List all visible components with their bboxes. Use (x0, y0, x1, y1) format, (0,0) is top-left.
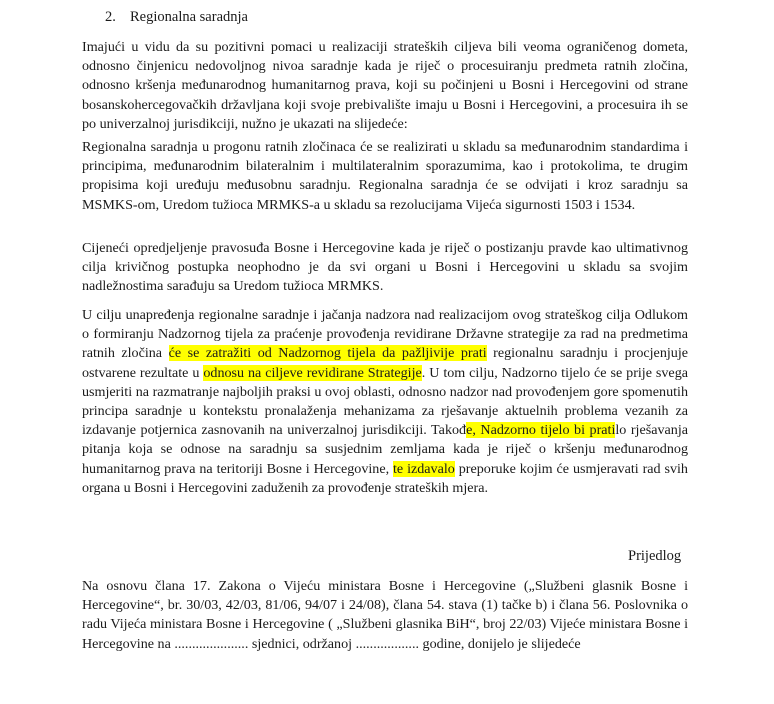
paragraph-supervisory-body (82, 306, 688, 498)
text-segment: regionalnu saradnju i procjenjuje ostvarene rezultate u (82, 345, 688, 381)
section-title: Regionalna saradnja (130, 9, 248, 25)
paragraph-regional-cooperation: Regionalna saradnja u progonu ratnih zločinaca će se realizirati u skladu sa međunarodnim standardima i principima, međunarodnim bilateralnim i multilateralnim sporazumima, kao i protokolima, te drugim propisima koji uređuju međusobnu saradnju. Regionalna saradnja će se odvijati i kroz saradnju sa MSMKS-om, Uredom tužioca MRMKS-a u skladu sa rezolucijama Vijeća sigurnosti 1503 i 1534. (82, 139, 688, 213)
section-heading (105, 8, 248, 26)
proposal-label: Prijedlog (628, 548, 682, 564)
text-segment: U cilju unapređenja regionalne saradnje i jačanja nadzora nad realizacijom ovog strateškog cilja Odlukom o formiranju Nadzornog tijela za praćenje provođenja revidirane Državne strategije za rad na predmetima ratnih zločina (82, 307, 688, 362)
text-segment: preporuke kojim će usmjeravati rad svih organa u Bosni i Hercegovini zaduženih za provođenje strateških mjera. (82, 460, 688, 496)
highlighted-text: e, Nadzorno tijelo bi prati (466, 422, 616, 439)
highlighted-text: te izdavalo (393, 460, 455, 477)
paragraph-judiciary-commitment: Cijeneći opredjeljenje pravosuđa Bosne i Hercegovine kada je riječ o postizanju pravde kao ultimativnog cilja krivičnog postupka neophodno je da svi organi u Bosni i Hercegovini u skladu sa svojim nadležnostima sarađuju sa Uredom tužioca MRMKS. (82, 240, 688, 295)
text-segment: . U tom cilju, Nadzorno tijelo će se prije svega usmjeriti na razmatranje najboljih praksi u ovoj oblasti, odnosno nadzor nad provođenjem gore spomenutih principa saradnje u kontekstu pronalaženja mehanizama za rješavanje aktuelnih problema vezanih za izdavanje potjernica zasnovanih na univerzalnoj jurisdikciji. Takođ (82, 364, 688, 439)
highlighted-text: će se zatražiti od Nadzornog tijela da pažljivije prati (168, 345, 487, 362)
paragraph-intro: Imajući u vidu da su pozitivni pomaci u realizaciji strateških ciljeva bili veoma ograničenog dometa, odnosno činjenicu nedovoljnog nivoa saradnje kada je riječ o procesuiranju predmeta ratnih zločina, odnosno kršenja međunarodnog humanitarnog prava, koji su počinjeni u Bosni i Hercegovini od strane bosanskohercegovačkih državljana koji svoje prebivalište imaju u Bosni i Hercegovini, a procesuira ih se po univerzalnoj jurisdikciji, nužno je ukazati na slijedeće: (82, 39, 688, 132)
text-segment: lo rješavanja pitanja koja se odnose na saradnju sa susjednim zemljama kada je riječ o kršenju međunarodnog humanitarnog prava na teritoriji Bosne i Hercegovine, (82, 422, 688, 477)
paragraph-legal-basis: Na osnovu člana 17. Zakona o Vijeću ministara Bosne i Hercegovine („Službeni glasnik Bosne i Hercegovine“, br. 30/03, 42/03, 81/06, 94/07 i 24/08), člana 54. stava (1) tačke b) i člana 56. Poslovnika o radu Vijeća ministara Bosne i Hercegovine ( „Službeni glasnika BiH“, broj 22/03) Vijeće ministara Bosne i Hercegovine na ..................... sjednici, održanoj .................. godine, donijelo je slijedeće (82, 578, 688, 652)
section-number: 2. (105, 9, 116, 25)
highlighted-text: odnosu na ciljeve revidirane Strategije (203, 364, 422, 381)
